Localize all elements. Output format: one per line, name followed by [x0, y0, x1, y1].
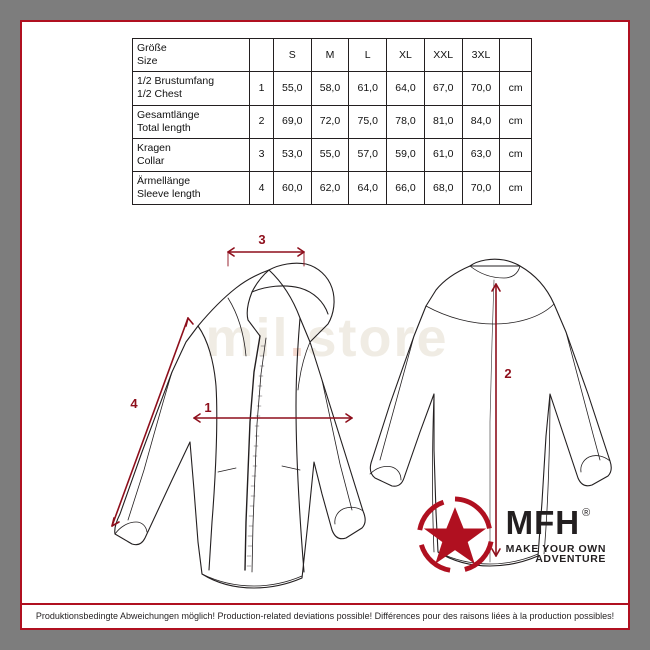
logo-tagline	[506, 544, 606, 565]
jacket-front-view	[115, 263, 365, 588]
cell-chest-xxl: 67,0	[424, 72, 462, 105]
header-col-s: S	[273, 39, 311, 72]
cell-chest-xl: 64,0	[387, 72, 425, 105]
size-table-wrapper	[132, 38, 532, 205]
header-col-l: L	[349, 39, 387, 72]
header-col-xxl: XXL	[424, 39, 462, 72]
row-label-chest-de: 1/2 Brustumfang	[137, 75, 215, 88]
cell-chest-l: 61,0	[349, 72, 387, 105]
cell-sleeve-unit: cm	[500, 172, 532, 205]
table-row	[133, 172, 532, 205]
row-label-total-length	[133, 105, 250, 138]
row-label-total-length-en: Total length	[137, 121, 191, 134]
header-col-m: M	[311, 39, 349, 72]
table-row	[133, 105, 532, 138]
measure-label-collar: 3	[258, 232, 266, 247]
measure-label-sleeve: 4	[130, 396, 138, 411]
table-header-row	[133, 39, 532, 72]
table-row	[133, 138, 532, 171]
cell-total-s: 69,0	[273, 105, 311, 138]
cell-collar-m: 55,0	[311, 138, 349, 171]
cell-collar-unit: cm	[500, 138, 532, 171]
row-label-chest	[133, 72, 250, 105]
header-size-de: Größe	[137, 42, 167, 54]
brand-logo	[414, 494, 606, 576]
document-frame	[20, 20, 630, 630]
cell-total-l: 75,0	[349, 105, 387, 138]
cell-sleeve-3xl: 70,0	[462, 172, 500, 205]
cell-total-xxl: 81,0	[424, 105, 462, 138]
row-label-chest-en: 1/2 Chest	[137, 88, 182, 101]
header-col-xl: XL	[387, 39, 425, 72]
size-table	[132, 38, 532, 205]
cell-sleeve-l: 64,0	[349, 172, 387, 205]
cell-total-3xl: 84,0	[462, 105, 500, 138]
header-size-en: Size	[137, 55, 158, 68]
logo-text-block	[505, 503, 606, 565]
row-label-sleeve-de: Ärmellänge	[137, 175, 191, 187]
row-label-collar-de: Kragen	[137, 141, 171, 154]
cell-collar-xl: 59,0	[387, 138, 425, 171]
row-index-sleeve: 4	[250, 172, 274, 205]
logo-tagline-line1: MAKE YOUR OWN	[505, 542, 606, 555]
watermark-dot: .	[289, 308, 307, 368]
cell-sleeve-xl: 66,0	[387, 172, 425, 205]
row-label-sleeve	[133, 172, 250, 205]
watermark-after: store	[306, 308, 449, 368]
row-label-collar	[133, 138, 250, 171]
cell-collar-s: 53,0	[273, 138, 311, 171]
watermark-before: mil	[205, 308, 290, 368]
logo-brand	[505, 503, 606, 541]
cell-collar-3xl: 63,0	[462, 138, 500, 171]
cell-sleeve-xxl: 68,0	[424, 172, 462, 205]
measure-label-total-length: 2	[504, 366, 512, 381]
cell-chest-s: 55,0	[273, 72, 311, 105]
row-index-chest: 1	[250, 72, 274, 105]
cell-total-xl: 78,0	[387, 105, 425, 138]
row-label-total-length-de: Gesamtlänge	[137, 108, 200, 121]
logo-tagline-line2: ADVENTURE	[535, 553, 606, 565]
row-index-collar: 3	[250, 138, 274, 171]
measure-line-sleeve	[112, 318, 188, 526]
cell-sleeve-m: 62,0	[311, 172, 349, 205]
table-row	[133, 72, 532, 105]
header-index-cell	[250, 39, 274, 72]
cell-collar-l: 57,0	[349, 138, 387, 171]
cell-chest-unit: cm	[500, 72, 532, 105]
header-unit-cell	[500, 39, 532, 72]
row-label-collar-en: Collar	[137, 154, 165, 167]
footer-disclaimer-text: Produktionsbedingte Abweichungen möglich! Production-related deviations possible! Différences pour des raisons liées à la production possibles!	[35, 611, 615, 621]
footer-disclaimer	[22, 603, 628, 628]
cell-total-unit: cm	[500, 105, 532, 138]
header-col-3xl: 3XL	[462, 39, 500, 72]
cell-sleeve-s: 60,0	[273, 172, 311, 205]
logo-registered-mark: ®	[582, 506, 592, 519]
measure-label-chest: 1	[204, 400, 212, 415]
cell-collar-xxl: 61,0	[424, 138, 462, 171]
logo-brand-text: MFH	[505, 503, 581, 541]
cell-total-m: 72,0	[311, 105, 349, 138]
cell-chest-m: 58,0	[311, 72, 349, 105]
header-size-label	[133, 39, 250, 72]
cell-chest-3xl: 70,0	[462, 72, 500, 105]
star-icon	[414, 494, 496, 576]
row-index-total-length: 2	[250, 105, 274, 138]
row-label-sleeve-en: Sleeve length	[137, 188, 201, 201]
